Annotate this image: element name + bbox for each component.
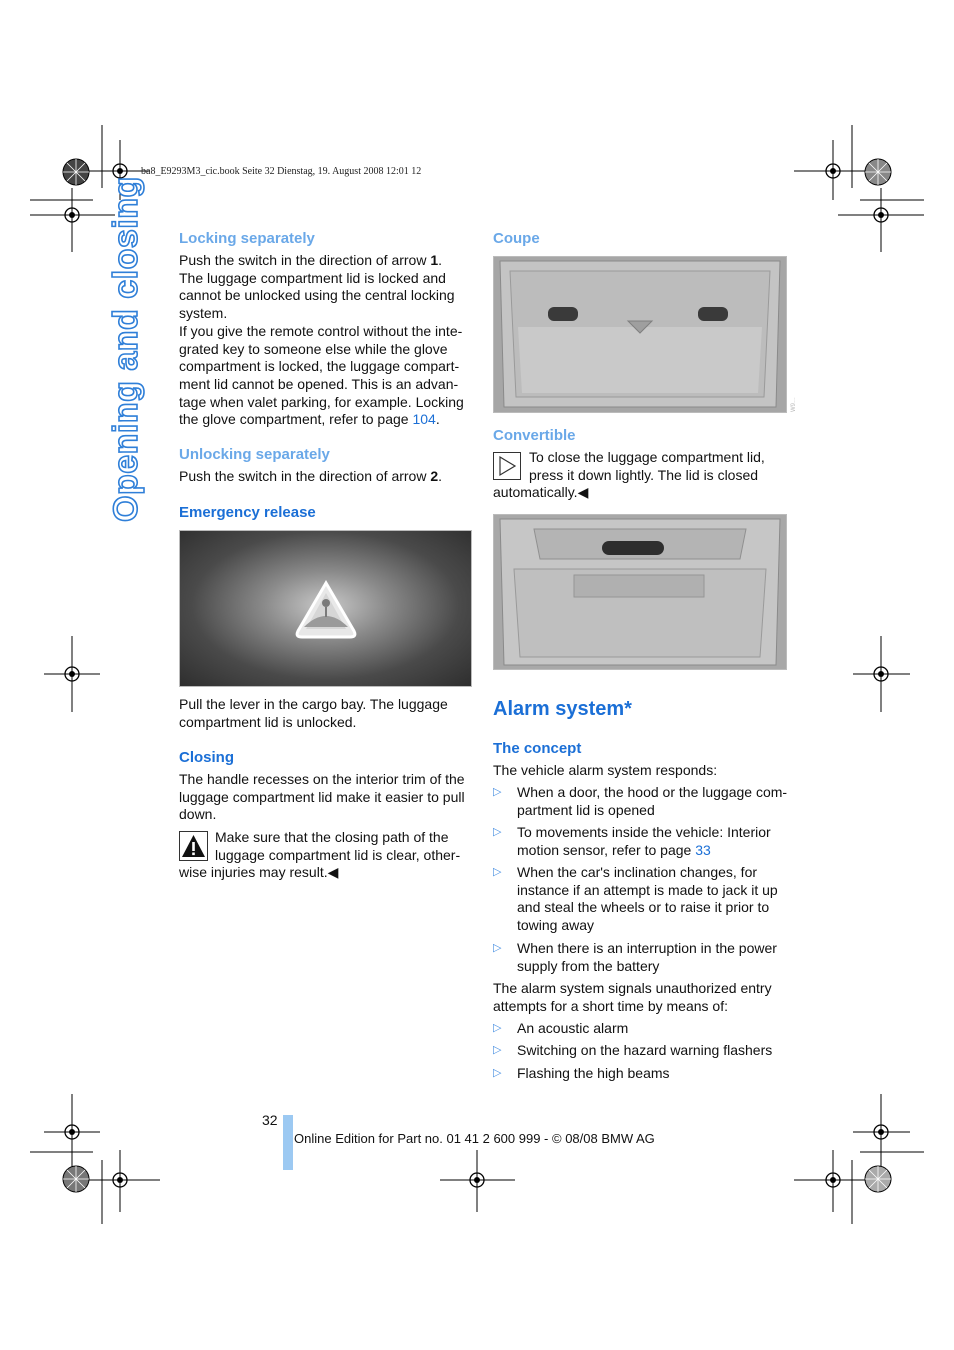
heading-closing: Closing <box>179 749 234 766</box>
triangle-right-icon: ▷ <box>493 786 502 798</box>
list-item: ▷ Switching on the hazard warning flashers <box>493 1042 773 1058</box>
convertible-note: To close the luggage compartment lid, press it down lightly. The lid is closed <box>529 449 765 483</box>
triangle-right-icon: ▷ <box>493 826 502 838</box>
heading-locking-separately: Locking separately <box>179 230 315 247</box>
coupe-trunk-lid-drawing <box>494 257 786 412</box>
emergency-release-lever-icon <box>180 531 471 686</box>
footer-text: Online Edition for Part no. 01 41 2 600 999 - © 08/08 BMW AG <box>294 1131 655 1146</box>
triangle-right-icon: ▷ <box>493 942 502 954</box>
convertible-trunk-lid-drawing <box>494 515 786 669</box>
note-arrow-icon <box>493 452 521 480</box>
triangle-right-icon: ▷ <box>493 866 502 878</box>
print-info: ba8_E9293M3_cic.book Seite 32 Dienstag, 19. August 2008 12:01 12 <box>141 166 422 177</box>
alarm-intro: The vehicle alarm system responds: <box>493 762 718 778</box>
list-item: ▷ Flashing the high beams <box>493 1065 670 1081</box>
end-mark-icon: ◀ <box>577 484 589 500</box>
triangle-right-icon: ▷ <box>493 1022 502 1034</box>
emergency-release-image <box>179 530 472 687</box>
side-title: Opening and closing <box>107 176 145 522</box>
heading-unlocking-separately: Unlocking separately <box>179 446 330 463</box>
closing-warning: Make sure that the closing path of the luggage compartment lid is clear, other- <box>215 829 461 863</box>
page-link-104[interactable]: 104 <box>412 411 436 428</box>
heading-the-concept: The concept <box>493 740 582 757</box>
alarm-signals-paragraph: The alarm system signals unauthorized entry attempts for a short time by means of: <box>493 980 772 1014</box>
unlocking-paragraph: Push the switch in the direction of arrow 2. <box>179 468 443 484</box>
coupe-trunk-image <box>493 256 787 413</box>
heading-alarm-system: Alarm system* <box>493 698 632 720</box>
heading-emergency-release: Emergency release <box>179 504 316 521</box>
convertible-note-end: automatically.◀ <box>493 484 589 500</box>
page-link-33[interactable]: 33 <box>695 841 711 858</box>
list-item: ▷ To movements inside the vehicle: Interior motion sensor, refer to page 33 <box>493 824 771 858</box>
triangle-right-icon: ▷ <box>493 1044 502 1056</box>
heading-coupe: Coupe <box>493 230 540 247</box>
footer-bar <box>283 1115 293 1170</box>
closing-paragraph: The handle recesses on the interior trim of the luggage compartment lid make it easier to pull down. <box>179 771 465 823</box>
triangle-right-icon: ▷ <box>493 1067 502 1079</box>
heading-convertible: Convertible <box>493 427 576 444</box>
emergency-paragraph: Pull the lever in the cargo bay. The luggage compartment lid is unlocked. <box>179 696 448 730</box>
coupe-image-code: W9… <box>791 397 797 412</box>
warning-triangle-icon <box>179 831 208 861</box>
convertible-trunk-image <box>493 514 787 670</box>
closing-warning-end: wise injuries may result.◀ <box>179 864 339 880</box>
page-number: 32 <box>262 1112 278 1128</box>
locking-paragraph: Push the switch in the direction of arrow 1. The luggage compartment lid is locked and cannot be unlocked using the central locking system. If you give the remote control without the inte- grated key to someone else while the glove compartment is locked, the luggage compart- ment lid cannot be opened. This is an advan- tage when valet parking, for example. Locking the glove compartment, refer to page 104. <box>179 252 464 428</box>
end-mark-icon: ◀ <box>327 864 339 880</box>
list-item: ▷ When there is an interruption in the power supply from the battery <box>493 940 777 974</box>
list-item: ▷ An acoustic alarm <box>493 1020 629 1036</box>
list-item: ▷ When the car's inclination changes, for instance if an attempt is made to jack it up and steal the wheels or to raise it prior to towing away <box>493 864 778 934</box>
list-item: ▷ When a door, the hood or the luggage com- partment lid is opened <box>493 784 788 818</box>
